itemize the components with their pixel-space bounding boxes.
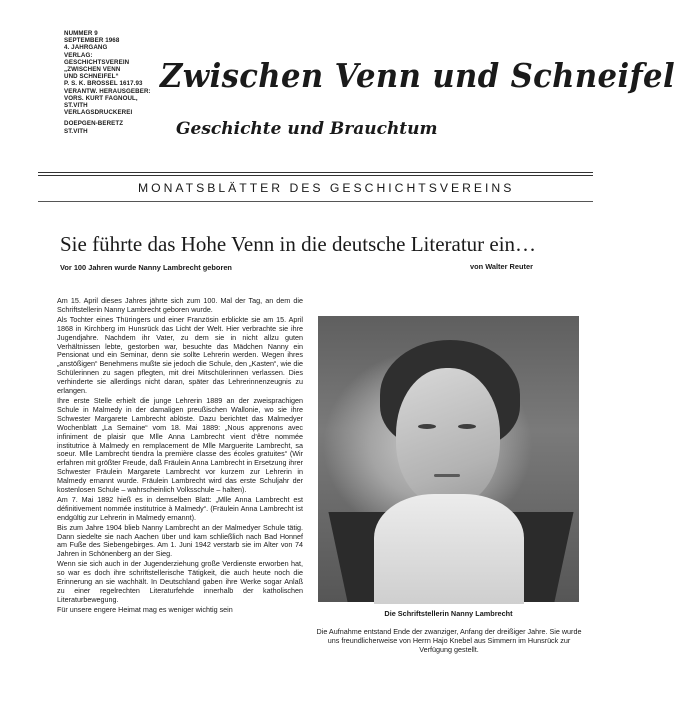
info-line: ST.VITH xyxy=(64,102,88,110)
portrait-photo xyxy=(318,316,579,602)
photo-caption: Die Schriftstellerin Nanny Lambrecht xyxy=(384,609,513,618)
photo-mouth xyxy=(434,474,460,477)
publication-info xyxy=(64,30,162,135)
info-line: GESCHICHTSVEREIN xyxy=(64,58,130,66)
article-subheadline: Vor 100 Jahren wurde Nanny Lambrecht geboren xyxy=(60,263,232,272)
paragraph: Am 15. April dieses Jahres jährte sich zum 100. Mal der Tag, an dem die Schriftstellerin Nanny Lambrecht geboren wurde. xyxy=(57,296,303,314)
paragraph: Für unsere engere Heimat mag es weniger wichtig sein xyxy=(57,604,233,614)
photo-eye xyxy=(418,424,436,429)
newspaper-title: Zwischen Venn und Schneifel xyxy=(160,56,675,95)
paragraph: Bis zum Jahre 1904 blieb Nanny Lambrecht an der Malmedyer Schule tätig. Dann siedelte sie nach Aachen über und kam schließlich nach Bad Honnef am Fuße des Siebengebirges. Am 1. Juni 1942 verstarb sie im Alter von 74 Jahren in Schönenberg an der Sieg. xyxy=(57,522,303,559)
article-body xyxy=(57,297,303,616)
info-line: VERANTW. HERAUSGEBER: xyxy=(64,87,151,95)
info-line: VERLAG: xyxy=(64,51,93,59)
info-line: UND SCHNEIFEL“ xyxy=(64,73,119,81)
info-line: P. S. K. BROSSEL 1617.93 xyxy=(64,80,143,88)
divider xyxy=(38,175,593,176)
photo-note: Die Aufnahme entstand Ende der zwanziger, Anfang der dreißiger Jahre. Sie wurde uns freundlicherweise von Herrn Hajo Knebel aus Simmern im Hunsrück zur Verfügung gestellt. xyxy=(316,627,582,655)
paragraph: Am 7. Mai 1892 hieß es in demselben Blatt: „Mlle Anna Lambrecht est définitivement nommée institutrice à Malmedy“. (Fräulein Anna Lambrecht ist endgültig zur Lehrerin in Malmedy ernannt). xyxy=(57,494,303,522)
newspaper-subtitle: Geschichte und Brauchtum xyxy=(176,119,438,139)
info-line: ST.VITH xyxy=(64,127,88,135)
paragraph: Wenn sie sich auch in der Jugenderziehung große Verdienste erworben hat, so war es doch ihre schriftstellerische Tätigkeit, die auch heute noch die Erinnerung an sie wachhält. In Deutschland gaben ihre Werke sogar Anlaß zu einer regelrechten Literaturfehde innerhalb der katholischen Literaturbewegung. xyxy=(57,559,303,604)
info-line: DOEPGEN-BERETZ xyxy=(64,120,124,128)
divider xyxy=(38,172,593,173)
section-band: MONATSBLÄTTER DES GESCHICHTSVEREINS xyxy=(138,181,515,195)
divider xyxy=(38,201,593,202)
article-headline: Sie führte das Hohe Venn in die deutsche Literatur ein… xyxy=(60,232,537,256)
photo-face xyxy=(396,368,500,506)
info-line: NUMMER 9 xyxy=(64,30,98,37)
info-line: VORS. KURT FAGNOUL, xyxy=(64,94,138,102)
info-line: 4. JAHRGANG xyxy=(64,44,108,52)
masthead xyxy=(0,0,675,170)
paragraph: Als Tochter eines Thüringers und einer Französin erblickte sie am 15. April 1868 in Kirchberg im Hunsrück das Licht der Welt. Hier verbrachte sie ihre Jugendjahre. Nachdem ihr Vater, zu dem sie in nicht allzu guten Verhältnissen lebte, gestorben war, besuchte das Mädchen Nanny ein Pensionat und ein Seminar, denn sie sollte Lehrerin werden. Wegen ihres „anstößigen“ Benehmens mußte sie jedoch die Schule, den „Kasten“, wie die Schülerinnen zu sagen pflegten, mit drei Mitschülerinnen verlassen. Dies verhinderte sie allerdings nicht daran, später das Lehrerinnenzeugnis zu erlangen. xyxy=(57,314,303,396)
info-line: VERLAGSDRUCKEREI xyxy=(64,109,133,117)
info-line: „ZWISCHEN VENN xyxy=(64,66,121,74)
photo-collar xyxy=(374,494,524,604)
info-line: SEPTEMBER 1968 xyxy=(64,37,120,45)
photo-eye xyxy=(458,424,476,429)
article-author: von Walter Reuter xyxy=(470,262,533,271)
paragraph: Ihre erste Stelle erhielt die junge Lehrerin 1889 an der zweisprachigen Schule in Malmedy in der damaligen preußischen Wallonie, wo sie ihre Schwester Margarete Lambrecht ablöste. Dazu berichtet das Malmedyer Wochenblatt „La Semaine“ vom 18. Mai 1889: „Nous apprenons avec infiniment de plaisir que Mlle Anna Lambrecht vient d’être nommée institutrice à Malmedy en remplacement de Mlle Marguerite Lambrecht, sa soeur. Mlle Lambrecht tiendra la première classe des écoles gratuites“ (Wir erfahren mit größter Freude, daß Fräulein Anna Lambrecht in Ersetzung ihrer Schwester Fräulein Margarete Lambrecht vor kurzem zur Lehrerin in Malmedy ernannt wurde. Fräulein Lambrecht wird das erste Schuljahr der kostenlosen Schule – wahrscheinlich Volksschule – halten). xyxy=(57,395,303,495)
